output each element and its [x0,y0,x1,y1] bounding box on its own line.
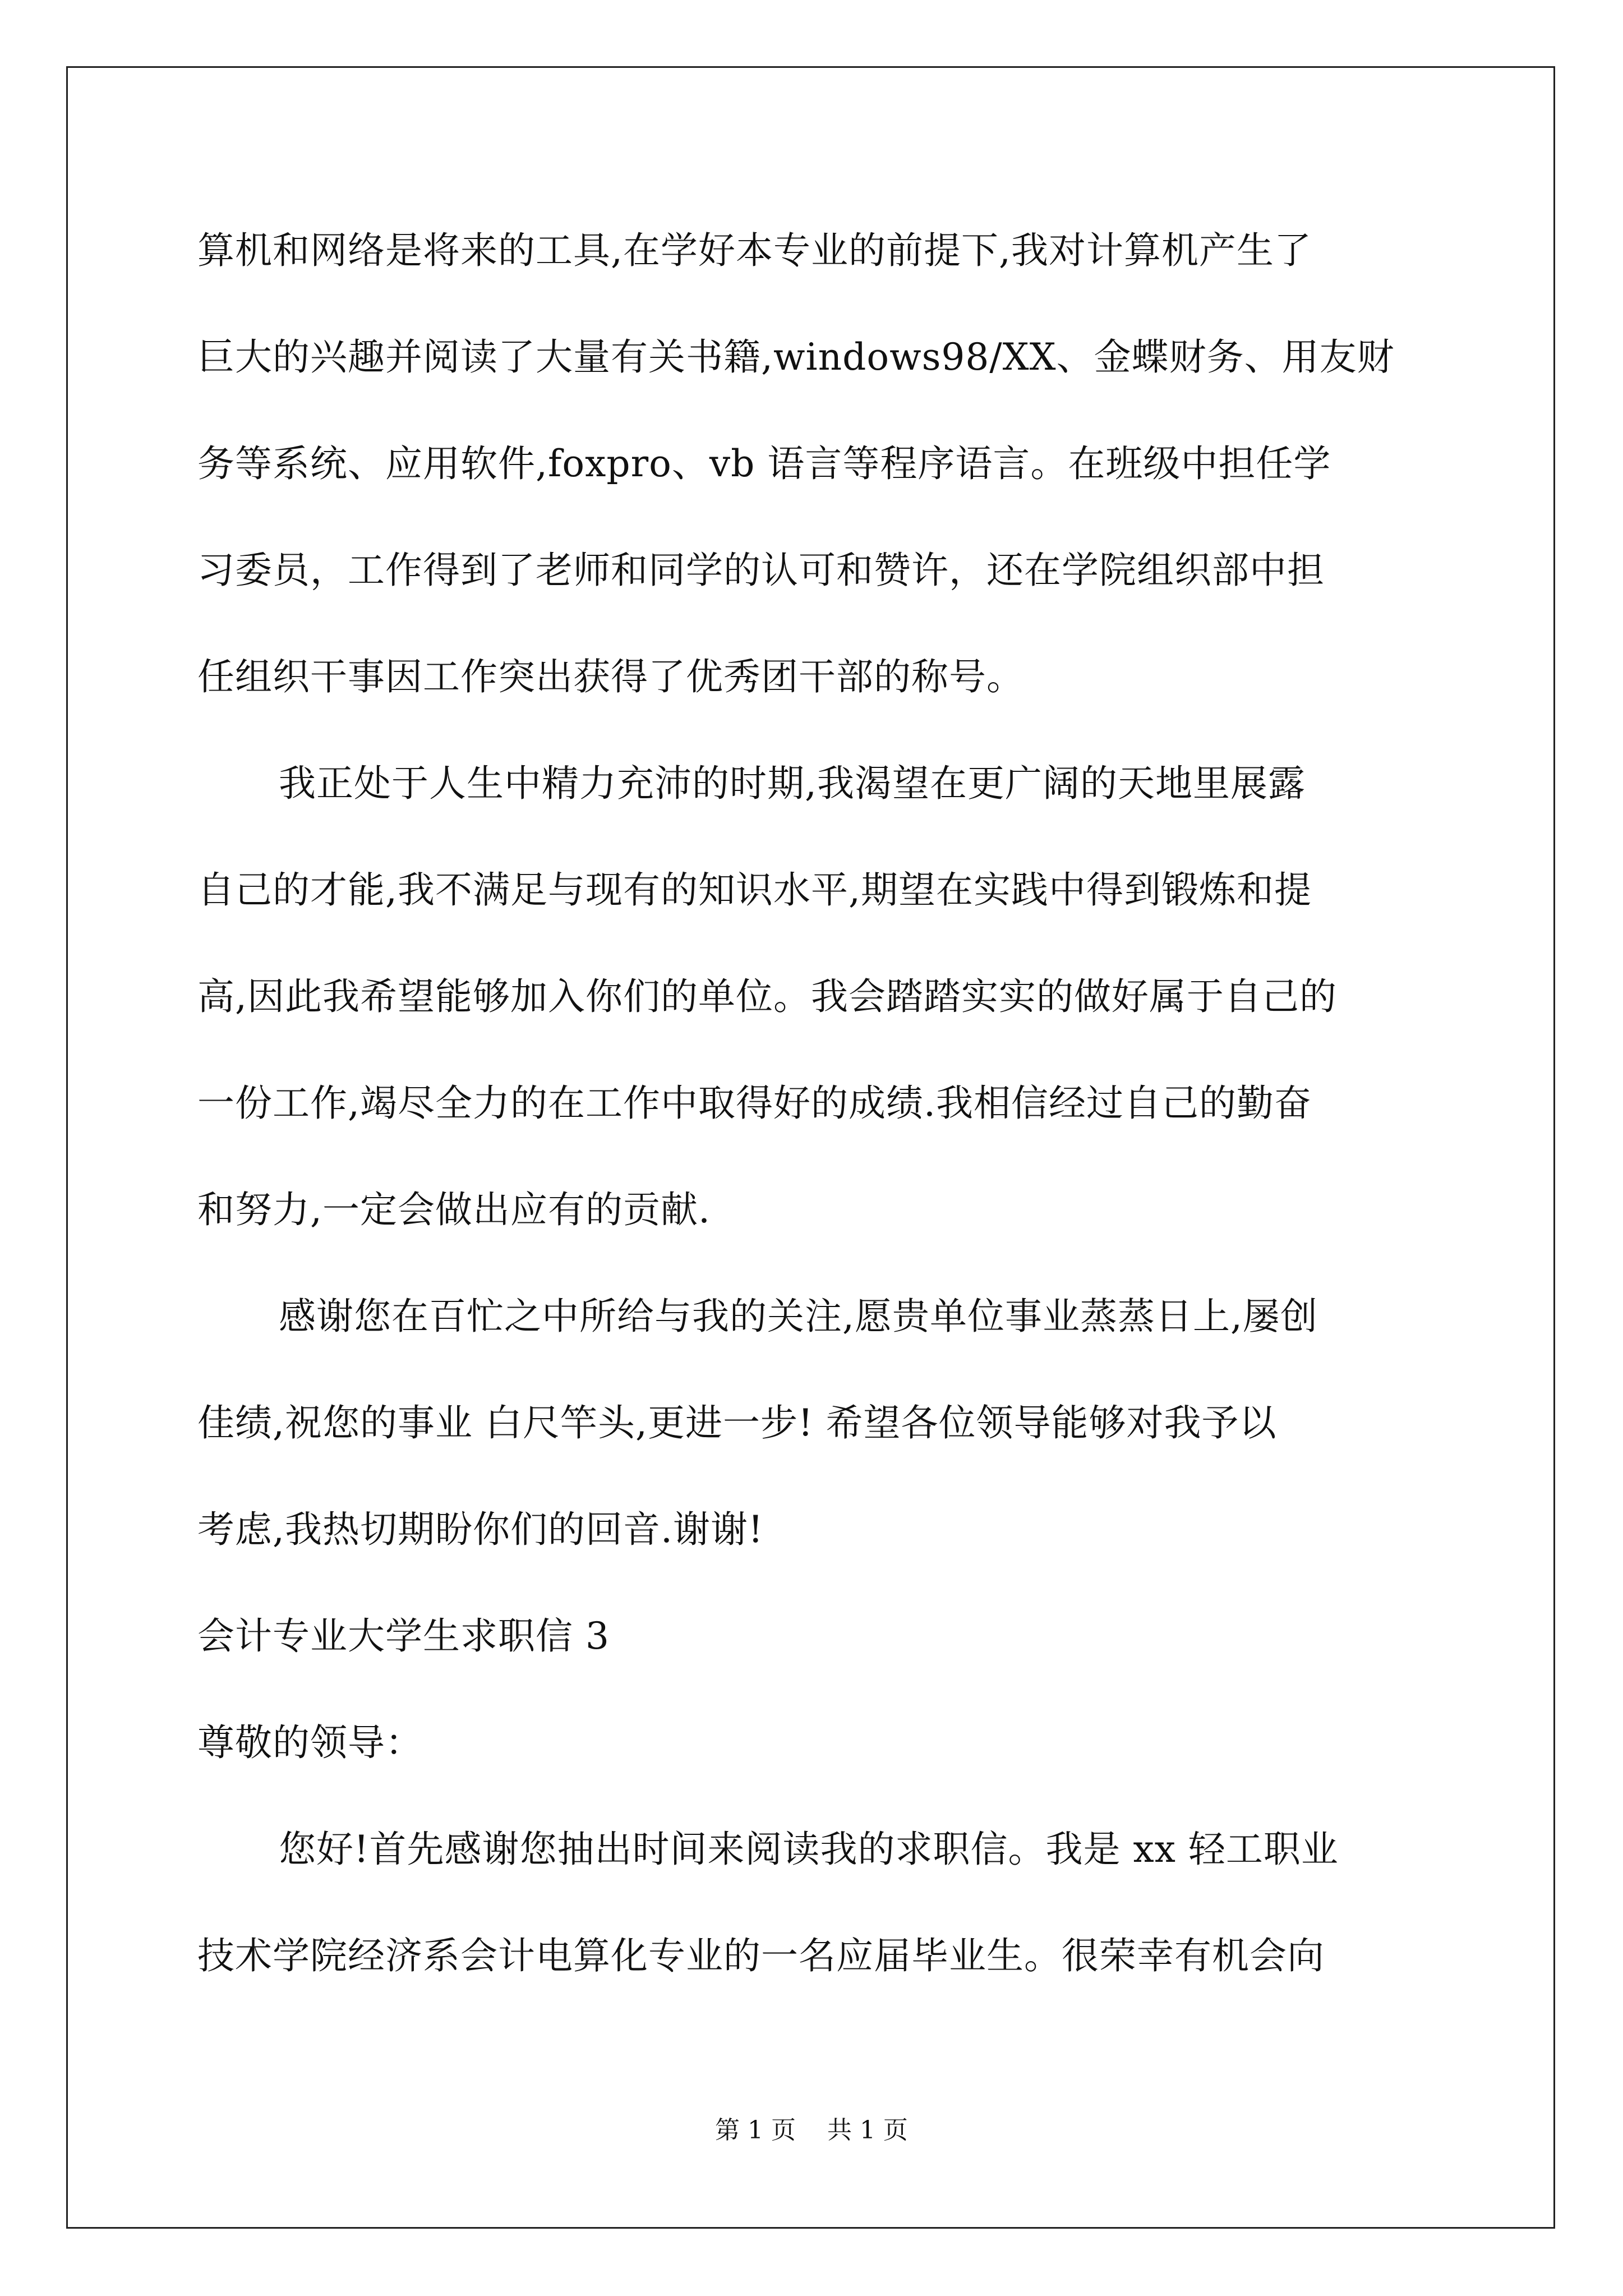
text-line: 巨大的兴趣并阅读了大量有关书籍,windows98/XX、金蝶财务、用友财 [197,335,1395,379]
text-line: 自己的才能,我不满足与现有的知识水平,期望在实践中得到锻炼和提 [197,868,1312,912]
text-line: 一份工作,竭尽全力的在工作中取得好的成绩.我相信经过自己的勤奋 [197,1082,1312,1125]
text-line: 技术学院经济系会计电算化专业的一名应届毕业生。很荣幸有机会向 [197,1934,1325,1977]
salutation: 尊敬的领导： [197,1721,423,1764]
document-body [197,197,1426,2009]
page-number-footer: 第 1 页 共 1 页 [715,2116,908,2145]
section-heading: 会计专业大学生求职信 3 [197,1614,610,1658]
text-line: 高,因此我希望能够加入你们的单位。我会踏踏实实的做好属于自己的 [197,975,1337,1018]
text-line: 习委员，工作得到了老师和同学的认可和赞许，还在学院组织部中担 [197,549,1325,592]
paragraph-start-line: 我正处于人生中精力充沛的时期,我渴望在更广阔的天地里展露 [279,762,1306,805]
text-line: 任组织干事因工作突出获得了优秀团干部的称号。 [197,655,1024,698]
paragraph-start-line: 感谢您在百忙之中所给与我的关注,愿贵单位事业蒸蒸日上,屡创 [279,1295,1318,1338]
text-line: 算机和网络是将来的工具,在学好本专业的前提下,我对计算机产生了 [197,229,1312,272]
text-line: 佳绩,祝您的事业 白尺竿头,更进一步! 希望各位领导能够对我予以 [197,1401,1277,1444]
text-line: 和努力,一定会做出应有的贡献. [197,1188,711,1231]
paragraph-start-line: 您好!首先感谢您抽出时间来阅读我的求职信。我是 xx 轻工职业 [279,1828,1339,1871]
text-line: 务等系统、应用软件,foxpro、vb 语言等程序语言。在班级中担任学 [197,442,1331,485]
text-line: 考虑,我热切期盼你们的回音.谢谢! [197,1508,764,1551]
